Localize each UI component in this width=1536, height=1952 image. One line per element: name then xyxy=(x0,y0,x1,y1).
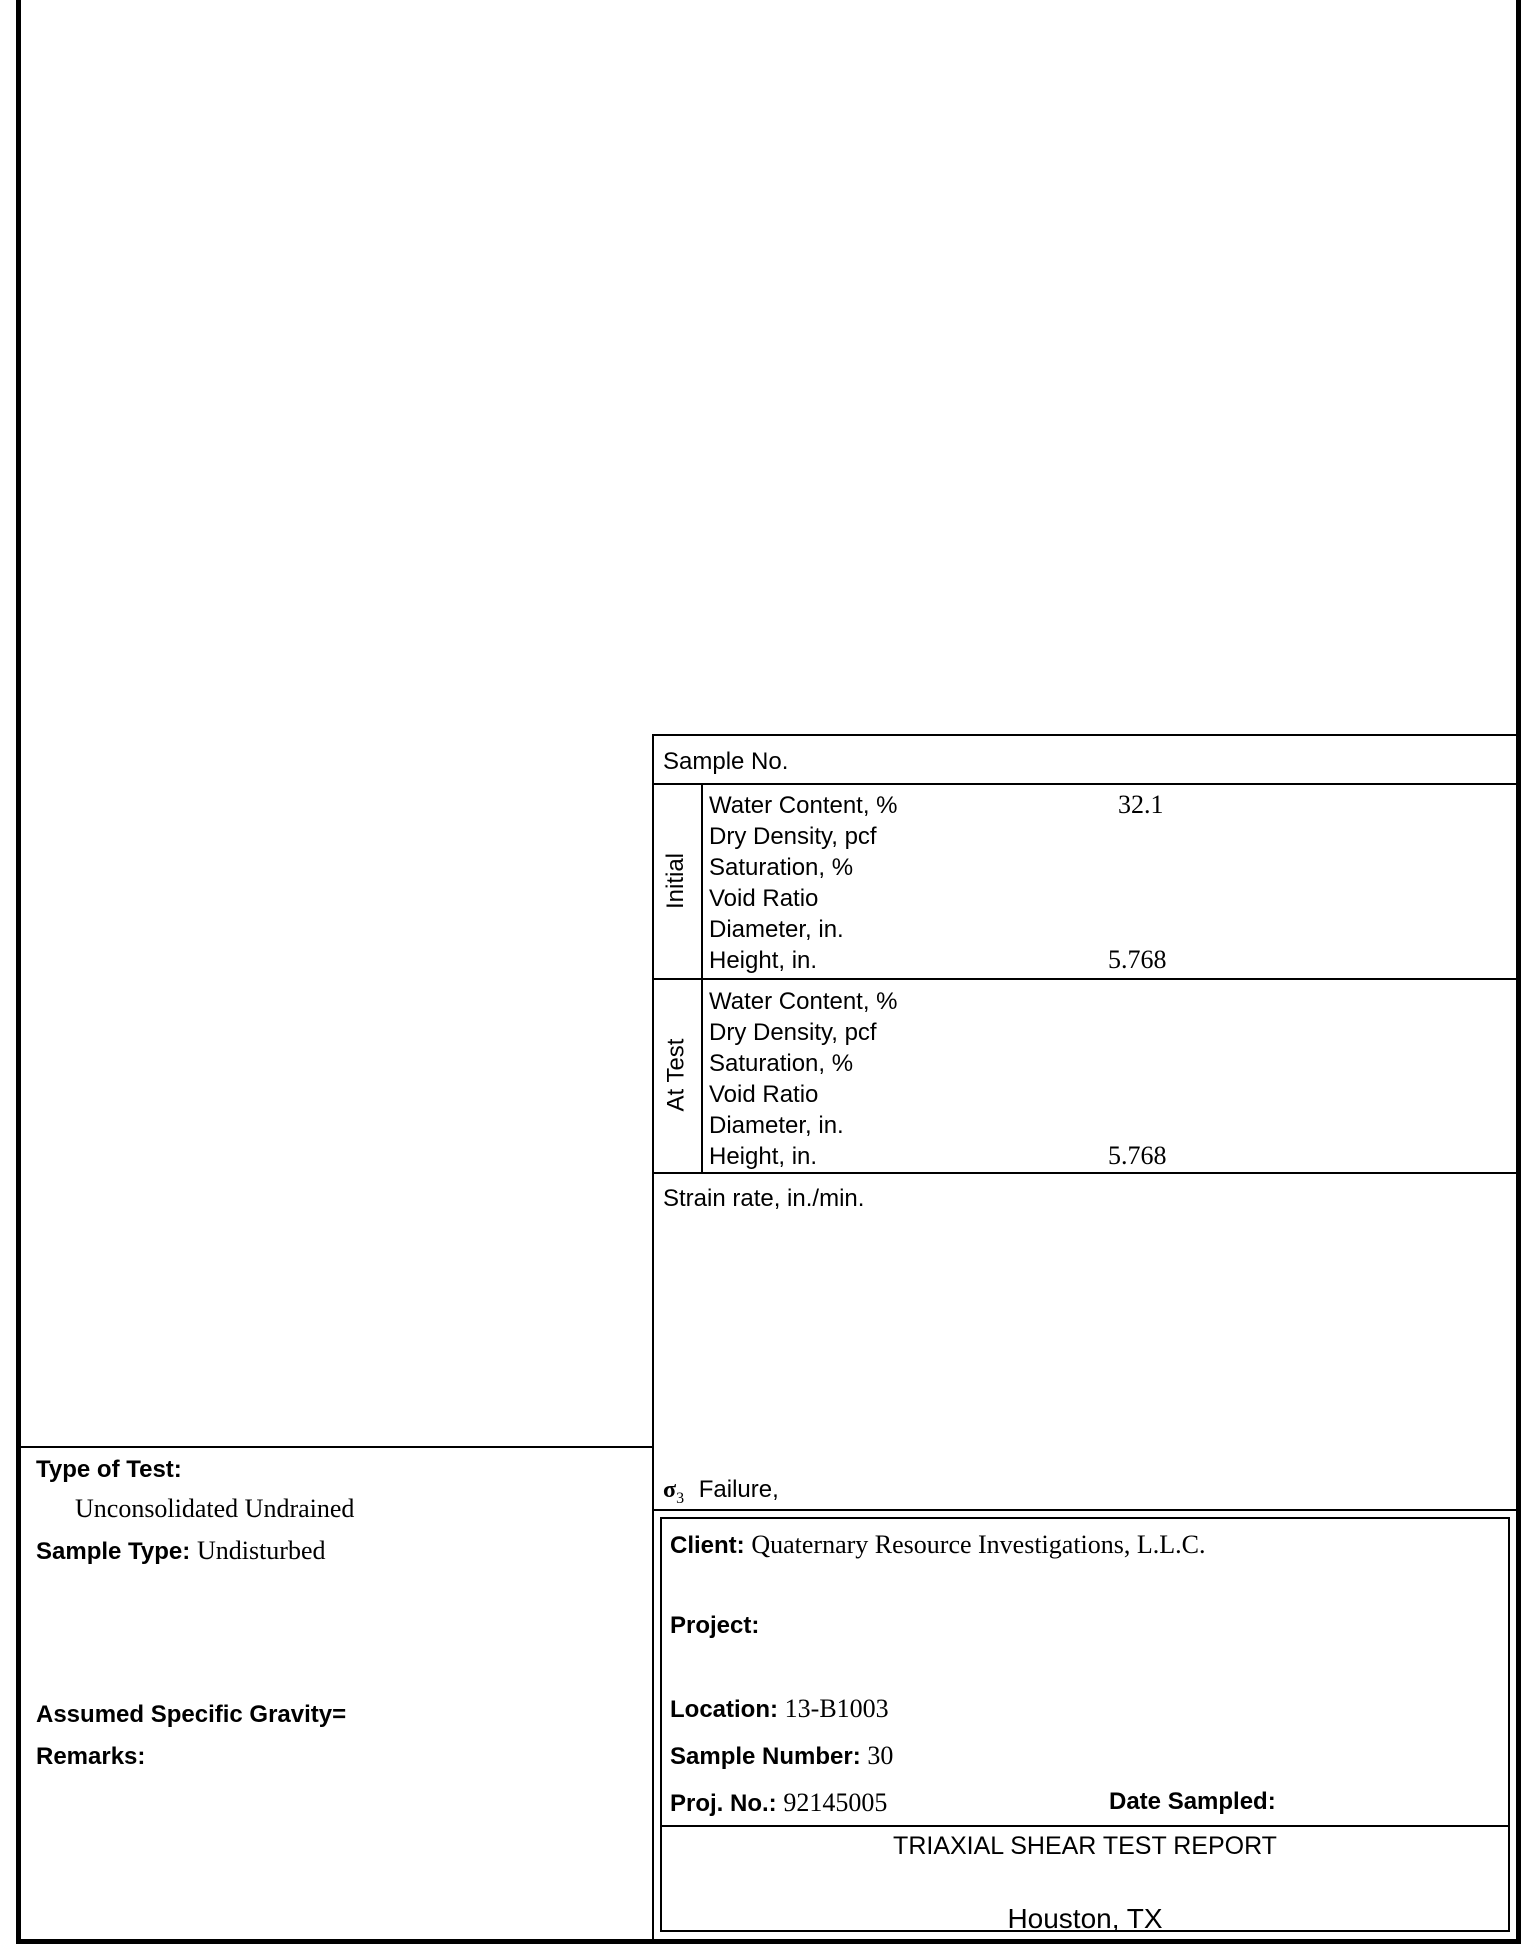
initial-water-content-label: Water Content, % xyxy=(709,792,898,819)
type-of-test-label: Type of Test: xyxy=(36,1456,182,1483)
at-test-saturation-label: Saturation, % xyxy=(709,1050,854,1077)
proj-no-label: Proj. No.: xyxy=(670,1790,777,1817)
client-value: Quaternary Resource Investigations, L.L.C. xyxy=(751,1530,1206,1559)
at-test-dry-density-label: Dry Density, pcf xyxy=(709,1019,877,1046)
initial-section xyxy=(652,783,701,978)
at-test-section-label: At Test xyxy=(662,1038,690,1112)
initial-void-ratio-label: Void Ratio xyxy=(709,885,819,912)
sample-number-label: Sample Number: xyxy=(670,1743,861,1770)
frame-right-border xyxy=(1516,0,1521,1944)
failure-label: Failure, xyxy=(698,1476,779,1503)
at-test-height-label: Height, in. xyxy=(709,1143,818,1170)
frame-left-border xyxy=(16,0,21,1944)
initial-height-label: Height, in. xyxy=(709,947,818,974)
proj-no-value: 92145005 xyxy=(783,1788,888,1817)
sigma3-failure-row xyxy=(663,1476,779,1508)
strain-rate-label: Strain rate, in./min. xyxy=(663,1185,865,1212)
project-label: Project: xyxy=(670,1612,760,1639)
at-test-section xyxy=(652,978,701,1172)
remarks-label: Remarks: xyxy=(36,1743,146,1770)
location-value: 13-B1003 xyxy=(784,1694,889,1723)
city-label xyxy=(660,1903,1510,1935)
sample-number-value: 30 xyxy=(867,1741,894,1770)
sample-no-label: Sample No. xyxy=(663,748,789,775)
initial-section-label: Initial xyxy=(662,852,690,909)
sample-type-label: Sample Type: xyxy=(36,1538,191,1565)
date-sampled-label: Date Sampled: xyxy=(1109,1788,1276,1815)
specific-gravity-label: Assumed Specific Gravity= xyxy=(36,1701,347,1728)
report-title: TRIAXIAL SHEAR TEST REPORT xyxy=(893,1832,1277,1860)
sigma-symbol: σ xyxy=(663,1477,677,1503)
at-test-height-value: 5.768 xyxy=(1108,1141,1167,1170)
sigma-subscript: 3 xyxy=(676,1489,685,1507)
at-test-param-labels xyxy=(709,986,898,1172)
frame-bottom-border xyxy=(16,1939,1521,1944)
location-label: Location: xyxy=(670,1696,778,1723)
title-block-box xyxy=(660,1517,1510,1932)
initial-saturation-label: Saturation, % xyxy=(709,854,854,881)
initial-diameter-label: Diameter, in. xyxy=(709,916,844,943)
city-text: Houston, TX xyxy=(1007,1903,1163,1934)
initial-water-content-value: 32.1 xyxy=(1118,790,1164,819)
initial-param-labels xyxy=(709,790,898,976)
proj-no-row xyxy=(670,1788,887,1818)
client-label: Client: xyxy=(670,1532,745,1559)
sample-type-value: Undisturbed xyxy=(196,1536,326,1565)
initial-dry-density-label: Dry Density, pcf xyxy=(709,823,877,850)
sample-type-row xyxy=(36,1536,325,1566)
sample-number-row xyxy=(670,1741,893,1771)
initial-height-value: 5.768 xyxy=(1108,945,1167,974)
at-test-diameter-label: Diameter, in. xyxy=(709,1112,844,1139)
location-row xyxy=(670,1694,889,1724)
type-of-test-value: Unconsolidated Undrained xyxy=(75,1494,355,1523)
at-test-water-content-label: Water Content, % xyxy=(709,988,898,1015)
at-test-void-ratio-label: Void Ratio xyxy=(709,1081,819,1108)
client-row xyxy=(670,1530,1206,1560)
